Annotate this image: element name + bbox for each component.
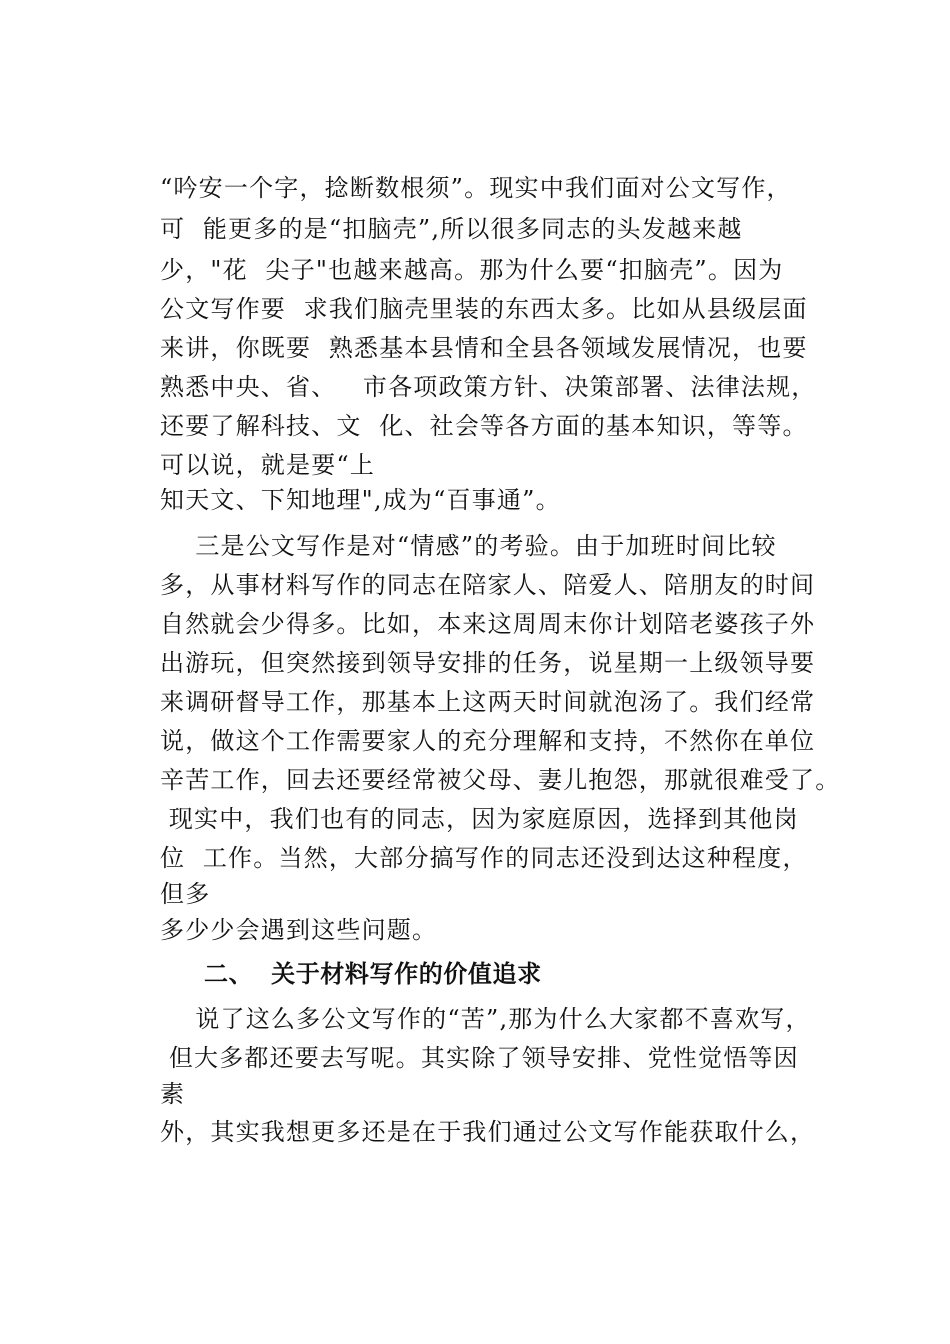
text-line: 来讲，你既要 熟悉基本县情和全县各领域发展情况，也要 (160, 334, 808, 362)
text-line: 说了这么多公文写作的“苦”,那为什么大家都不喜欢写， (160, 1005, 811, 1033)
text-line: 外，其实我想更多还是在于我们通过公文写作能获取什么， (160, 1118, 816, 1146)
text-line: 出游玩，但突然接到领导安排的任务，说星期一上级领导要 (160, 649, 816, 677)
text-line: 自然就会少得多。比如，本来这周周末你计划陪老婆孩子外 (160, 610, 816, 638)
text-line: 熟悉中央、省、 市各项政策方针、决策部署、法律法规， (160, 373, 817, 401)
text-line: 素 (160, 1080, 186, 1108)
text-line: 位 工作。当然，大部分搞写作的同志还没到达这种程度， (160, 844, 808, 872)
text-line: 来调研督导工作，那基本上这两天时间就泡汤了。我们经常 (160, 688, 816, 716)
text-line: 少，"花 尖子"也越来越高。那为什么要“扣脑壳”。因为 (160, 256, 784, 284)
text-line: “吟安一个字，捻断数根须”。现实中我们面对公文写作， (160, 174, 792, 202)
text-line: 多，从事材料写作的同志在陪家人、陪爱人、陪朋友的时间 (160, 571, 816, 599)
section-heading: 二、 关于材料写作的价值追求 (204, 960, 542, 988)
text-line: 公文写作要 求我们脑壳里装的东西太多。比如从县级层面 (160, 295, 808, 323)
text-line: 现实中，我们也有的同志，因为家庭原因，选择到其他岗 (160, 805, 799, 833)
text-line: 多少少会遇到这些问题。 (160, 916, 438, 944)
text-line: 辛苦工作，回去还要经常被父母、妻儿抱怨，那就很难受了。 (160, 766, 841, 794)
text-line: 还要了解科技、文 化、社会等各方面的基本知识，等等。 (160, 412, 808, 440)
text-line: 但大多都还要去写呢。其实除了领导安排、党性觉悟等因 (160, 1044, 799, 1072)
text-line: 知天文、下知地理",成为“百事通”。 (160, 486, 561, 514)
text-line: 可 能更多的是“扣脑壳”,所以很多同志的头发越来越 (160, 215, 743, 243)
text-line: 三是公文写作是对“情感”的考验。由于加班时间比较 (160, 532, 777, 560)
text-line: 但多 (160, 880, 211, 908)
text-line: 说，做这个工作需要家人的充分理解和支持，不然你在单位 (160, 727, 816, 755)
text-line: 可以说，就是要“上 (160, 451, 376, 479)
